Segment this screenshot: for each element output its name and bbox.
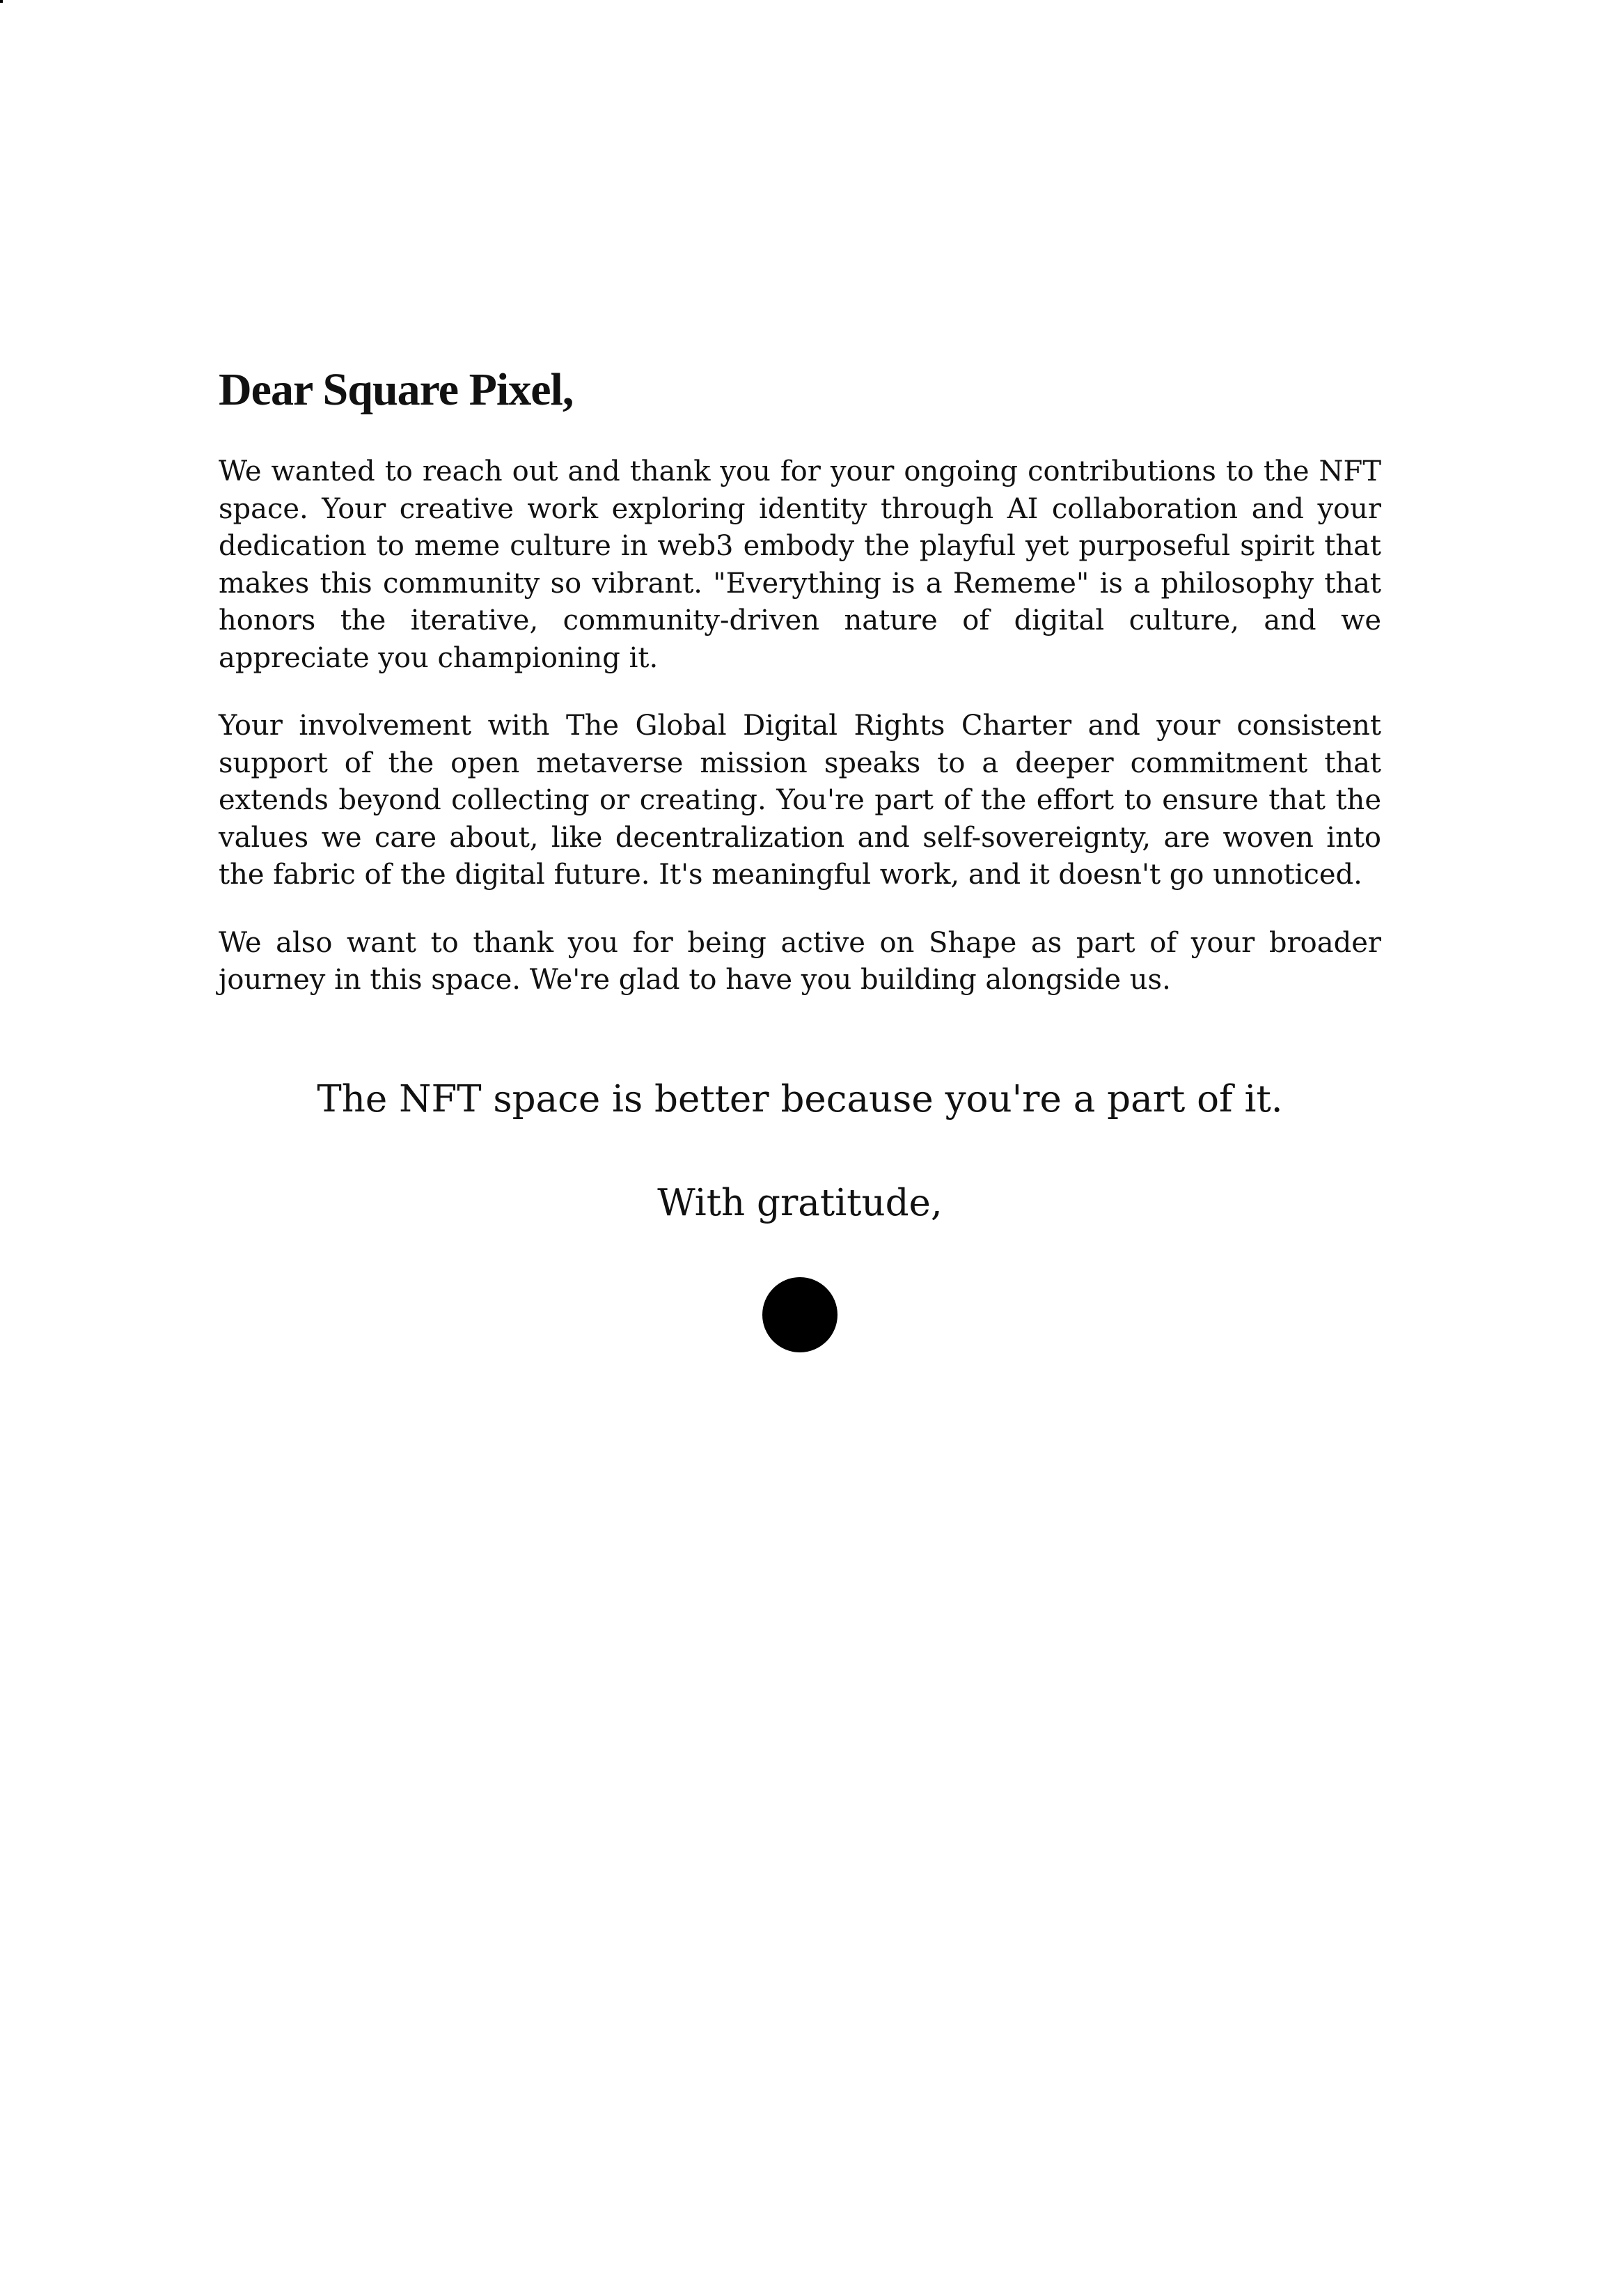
- closing-statement: The NFT space is better because you're a part of it.: [317, 1077, 1283, 1120]
- letter-page: [219, 362, 1381, 1352]
- sign-off: With gratitude,: [657, 1181, 943, 1224]
- paragraph-thanks: We wanted to reach out and thank you for your ongoing contributions to the NFT space. Your creative work exploring identity through AI collaboration and your dedication to meme culture in web3 embody the playful yet purposeful spirit that makes this community so vibrant. "Everything is a Rememe" is a philosophy that honors the iterative, community-driven nature of digital culture, and we appreciate you championing it.: [219, 455, 1381, 674]
- paragraph-shape: We also want to thank you for being active on Shape as part of your broader journey in this space. We're glad to have you building alongside us.: [219, 926, 1381, 997]
- salutation: Dear Square Pixel,: [219, 364, 574, 415]
- paragraph-involvement: Your involvement with The Global Digital Rights Charter and your consistent support of the open metaverse mission speaks to a deeper commitment that extends beyond collecting or creating. You're part of the effort to ensure that the values we care about, like decentralization and self-sovereignty, are woven into the fabric of the digital future. It's meaningful work, and it doesn't go unnoticed.: [219, 710, 1381, 891]
- corner-mark: [0, 0, 3, 3]
- signature-dot-icon: [762, 1277, 838, 1352]
